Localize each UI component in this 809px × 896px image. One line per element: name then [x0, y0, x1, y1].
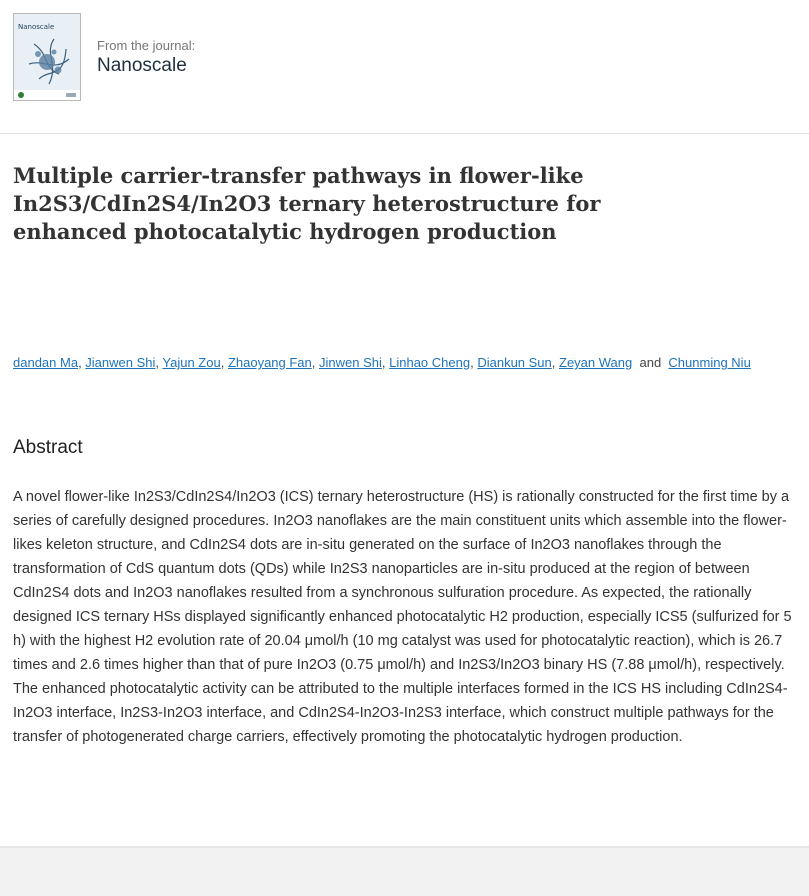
- author-link[interactable]: Yajun Zou: [162, 355, 221, 370]
- article-title: Multiple carrier-transfer pathways in flower-like In2S3/CdIn2S4/In2O3 ternary heterostructure for enhanced photocatalytic hydrogen production: [13, 163, 601, 244]
- abstract-heading: Abstract: [13, 437, 83, 458]
- cover-title: Nanoscale: [18, 23, 55, 31]
- author-link[interactable]: Diankun Sun: [477, 355, 552, 370]
- author-link[interactable]: dandan Ma: [13, 355, 79, 370]
- author-link[interactable]: Jianwen Shi: [85, 355, 156, 370]
- author-link[interactable]: Linhao Cheng: [389, 355, 471, 370]
- abstract-text: A novel flower-like In2S3/CdIn2S4/In2O3 (ICS) ternary heterostructure (HS) is rationally constructed for the first time by a series of carefully designed procedures. In2O3 nanoflakes are the main constituent units which assemble into the flower-likes keleton structure, and CdIn2S4 dots are in-situ generated on the surface of In2O3 nanoflakes through the transformation of CdS quantum dots (QDs) while In2S3 nanoparticles are in-situ produced at the region of between CdIn2S4 dots and In2O3 nanoflakes resulted from a synchronous sulfuration procedure. As expected, the rationally designed ICS ternary HSs displayed significantly enhanced photocatalytic H2 production, especially ICS5 (sulfurized for 5 h) with the highest H2 evolution rate of 20.04 μmol/h (10 mg catalyst was used for photocatalytic reaction), which is 26.7 times and 2.6 times higher than that of pure In2O3 (0.75 μmol/h) and In2S3/In2O3 binary HS (7.88 μmol/h), respectively. The enhanced photocatalytic activity can be attributed to the multiple interfaces formed in the ICS HS including CdIn2S4-In2O3 interface, In2S3-In2O3 interface, and CdIn2S4-In2O3-In2S3 interface, which construct multiple pathways for the transfer of photogenerated charge carriers, effectively promoting the photocatalytic hydrogen production.: [13, 489, 792, 745]
- journal-name-link[interactable]: Nanoscale: [97, 55, 187, 76]
- author-link[interactable]: Chunming Niu: [668, 355, 751, 370]
- author-link[interactable]: Zhaoyang Fan: [227, 355, 312, 370]
- journal-cover-image[interactable]: [13, 13, 81, 101]
- journal-header: [0, 0, 809, 134]
- authors-conjunction: and: [639, 355, 662, 370]
- footer-band: [0, 846, 809, 896]
- journal-from-label: From the journal:: [97, 38, 196, 53]
- author-link[interactable]: Jinwen Shi: [319, 355, 382, 370]
- author-link[interactable]: Zeyan Wang: [559, 355, 633, 370]
- author-list: dandan Ma, Jianwen Shi, Yajun Zou, Zhaoyang Fan, Jinwen Shi, Linhao Cheng, Diankun Sun, Zeyan Wang and Chunming Niu: [13, 355, 751, 370]
